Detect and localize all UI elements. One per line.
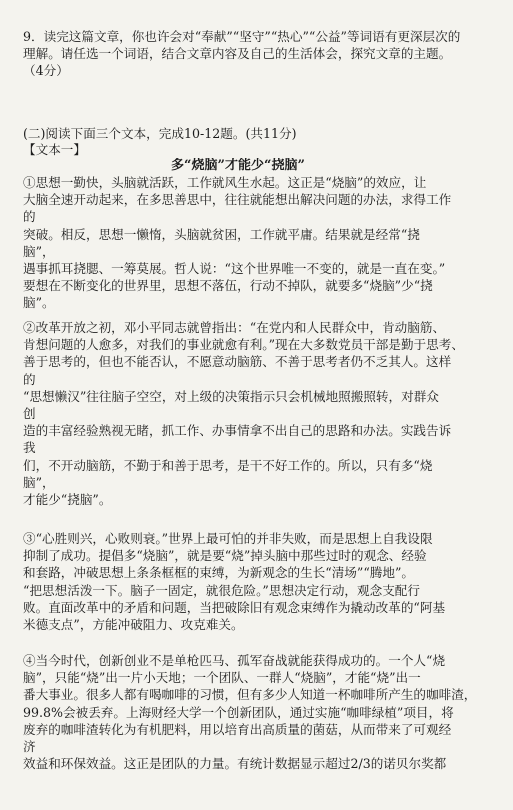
paragraph-line: ④当今时代，创新创业不是单枪匹马、孤军奋战就能获得成功的。一个人“烧 xyxy=(23,653,446,668)
paragraph-line: 我 xyxy=(23,440,36,456)
paragraph-line: 突破。相反，思想一懒惰，头脑就贫困，工作就平庸。结果就是经常“挠 xyxy=(23,226,420,242)
paragraph-line: 脑”， xyxy=(23,243,55,259)
paragraph-line: 脑”。 xyxy=(23,295,55,311)
question-9-line: 理解。请任选一个词语，结合文章内容及自己的生活体会，探究文章的主题。 xyxy=(23,46,452,61)
paragraph-line: 造的丰富经验熟视无睹，抓工作、办事情拿不出自己的思路和办法。实践告诉 xyxy=(23,423,452,439)
paragraph-line: 99.8%会被丢弃。上海财经大学一个创新团队，通过实施“咖啡绿植”项目，将 xyxy=(23,704,454,720)
paragraph-line: 们，不开动脑筋，不勤于和善于思考，是干不好工作的。所以，只有多“烧 xyxy=(23,457,433,473)
paragraph-line: “把思想活泼一下。脑子一固定，就很危险。”思想决定行动，观念支配行 xyxy=(23,582,420,598)
paragraph-line: ①思想一勤快，头脑就活跃，工作就风生水起。这正是“烧脑”的效应，让 xyxy=(23,175,427,190)
section-intro: (二)阅读下面三个文本，完成10-12题。(共11分) xyxy=(23,126,297,141)
article-title: 多“烧脑”才能少“挠脑” xyxy=(171,158,305,173)
paragraph-line: 大脑全速开动起来，在多思善思中，往往就能想出解决问题的办法，求得工作 xyxy=(23,192,452,208)
text-label: 【文本一】 xyxy=(23,142,86,157)
paragraph-line: ②改革开放之初，邓小平同志就曾指出：“在党内和人民群众中，肯动脑筋、 xyxy=(23,320,446,335)
paragraph-line: 要想在不断变化的世界里，思想不落伍，行动不掉队，就要多“烧脑”少“挠 xyxy=(23,278,433,294)
question-9-line: 9．读完这篇文章，你也许会对“奉献”“坚守”“热心”“公益”等词语有更深层次的 xyxy=(23,29,461,44)
paragraph-line: 遇事抓耳挠腮、一筹莫展。哲人说：“这个世界唯一不变的，就是一直在变。” xyxy=(23,261,446,276)
paragraph-line: 脑”，只能“烧”出一片小天地；一个团队、一群人“烧脑”，才能“烧”出一 xyxy=(23,670,421,686)
paragraph-line: ③“心胜则兴，心败则衰。”世界上最可怕的并非失败，而是思想上自我设限 xyxy=(23,531,433,546)
paragraph-line: 才能少“挠脑”。 xyxy=(23,492,112,507)
paragraph-line: 和套路，冲破思想上条条框框的束缚，为新观念的生长“清场”“腾地”。 xyxy=(23,565,414,581)
paragraph-line: 番大事业。很多人都有喝咖啡的习惯，但有多少人知道一杯咖啡所产生的咖啡渣， xyxy=(23,687,477,703)
paragraph-line: 米德支点”，方能冲破阻力、攻克难关。 xyxy=(23,617,244,632)
paragraph-line: 的 xyxy=(23,371,36,387)
paragraph-line: 脑”， xyxy=(23,474,55,490)
paragraph-line: 效益和环保效益。这正是团队的力量。有统计数据显示超过2/3的诺贝尔奖都 xyxy=(23,756,447,772)
paragraph-line: 肯想问题的人愈多，对我们的事业就愈有利。”现在大多数党员干部是勤于思考、 xyxy=(23,337,464,353)
paragraph-line: 济 xyxy=(23,739,36,754)
paragraph-line: 创 xyxy=(23,406,36,421)
paragraph-line: 善于思考的，但也不能否认，不愿意动脑筋、不善于思考者仍不乏其人。这样 xyxy=(23,354,452,370)
paragraph-line: 抑制了成功。提倡多“烧脑”，就是要“烧”掉头脑中那些过时的观念、经验 xyxy=(23,548,427,564)
paragraph-line: “思想懒汉”往往脑子空空，对上级的决策指示只会机械地照搬照转，对群众 xyxy=(23,388,439,404)
paragraph-line: 败。直面改革中的矛盾和问题，当把破除旧有观念束缚作为撬动改革的“阿基 xyxy=(23,599,446,615)
paragraph-line: 废弃的咖啡渣转化为有机肥料，用以培育出高质量的菌菇，从而带来了可观经 xyxy=(23,721,452,737)
paragraph-line: 的 xyxy=(23,209,36,225)
question-9-points: （4分） xyxy=(23,63,69,78)
